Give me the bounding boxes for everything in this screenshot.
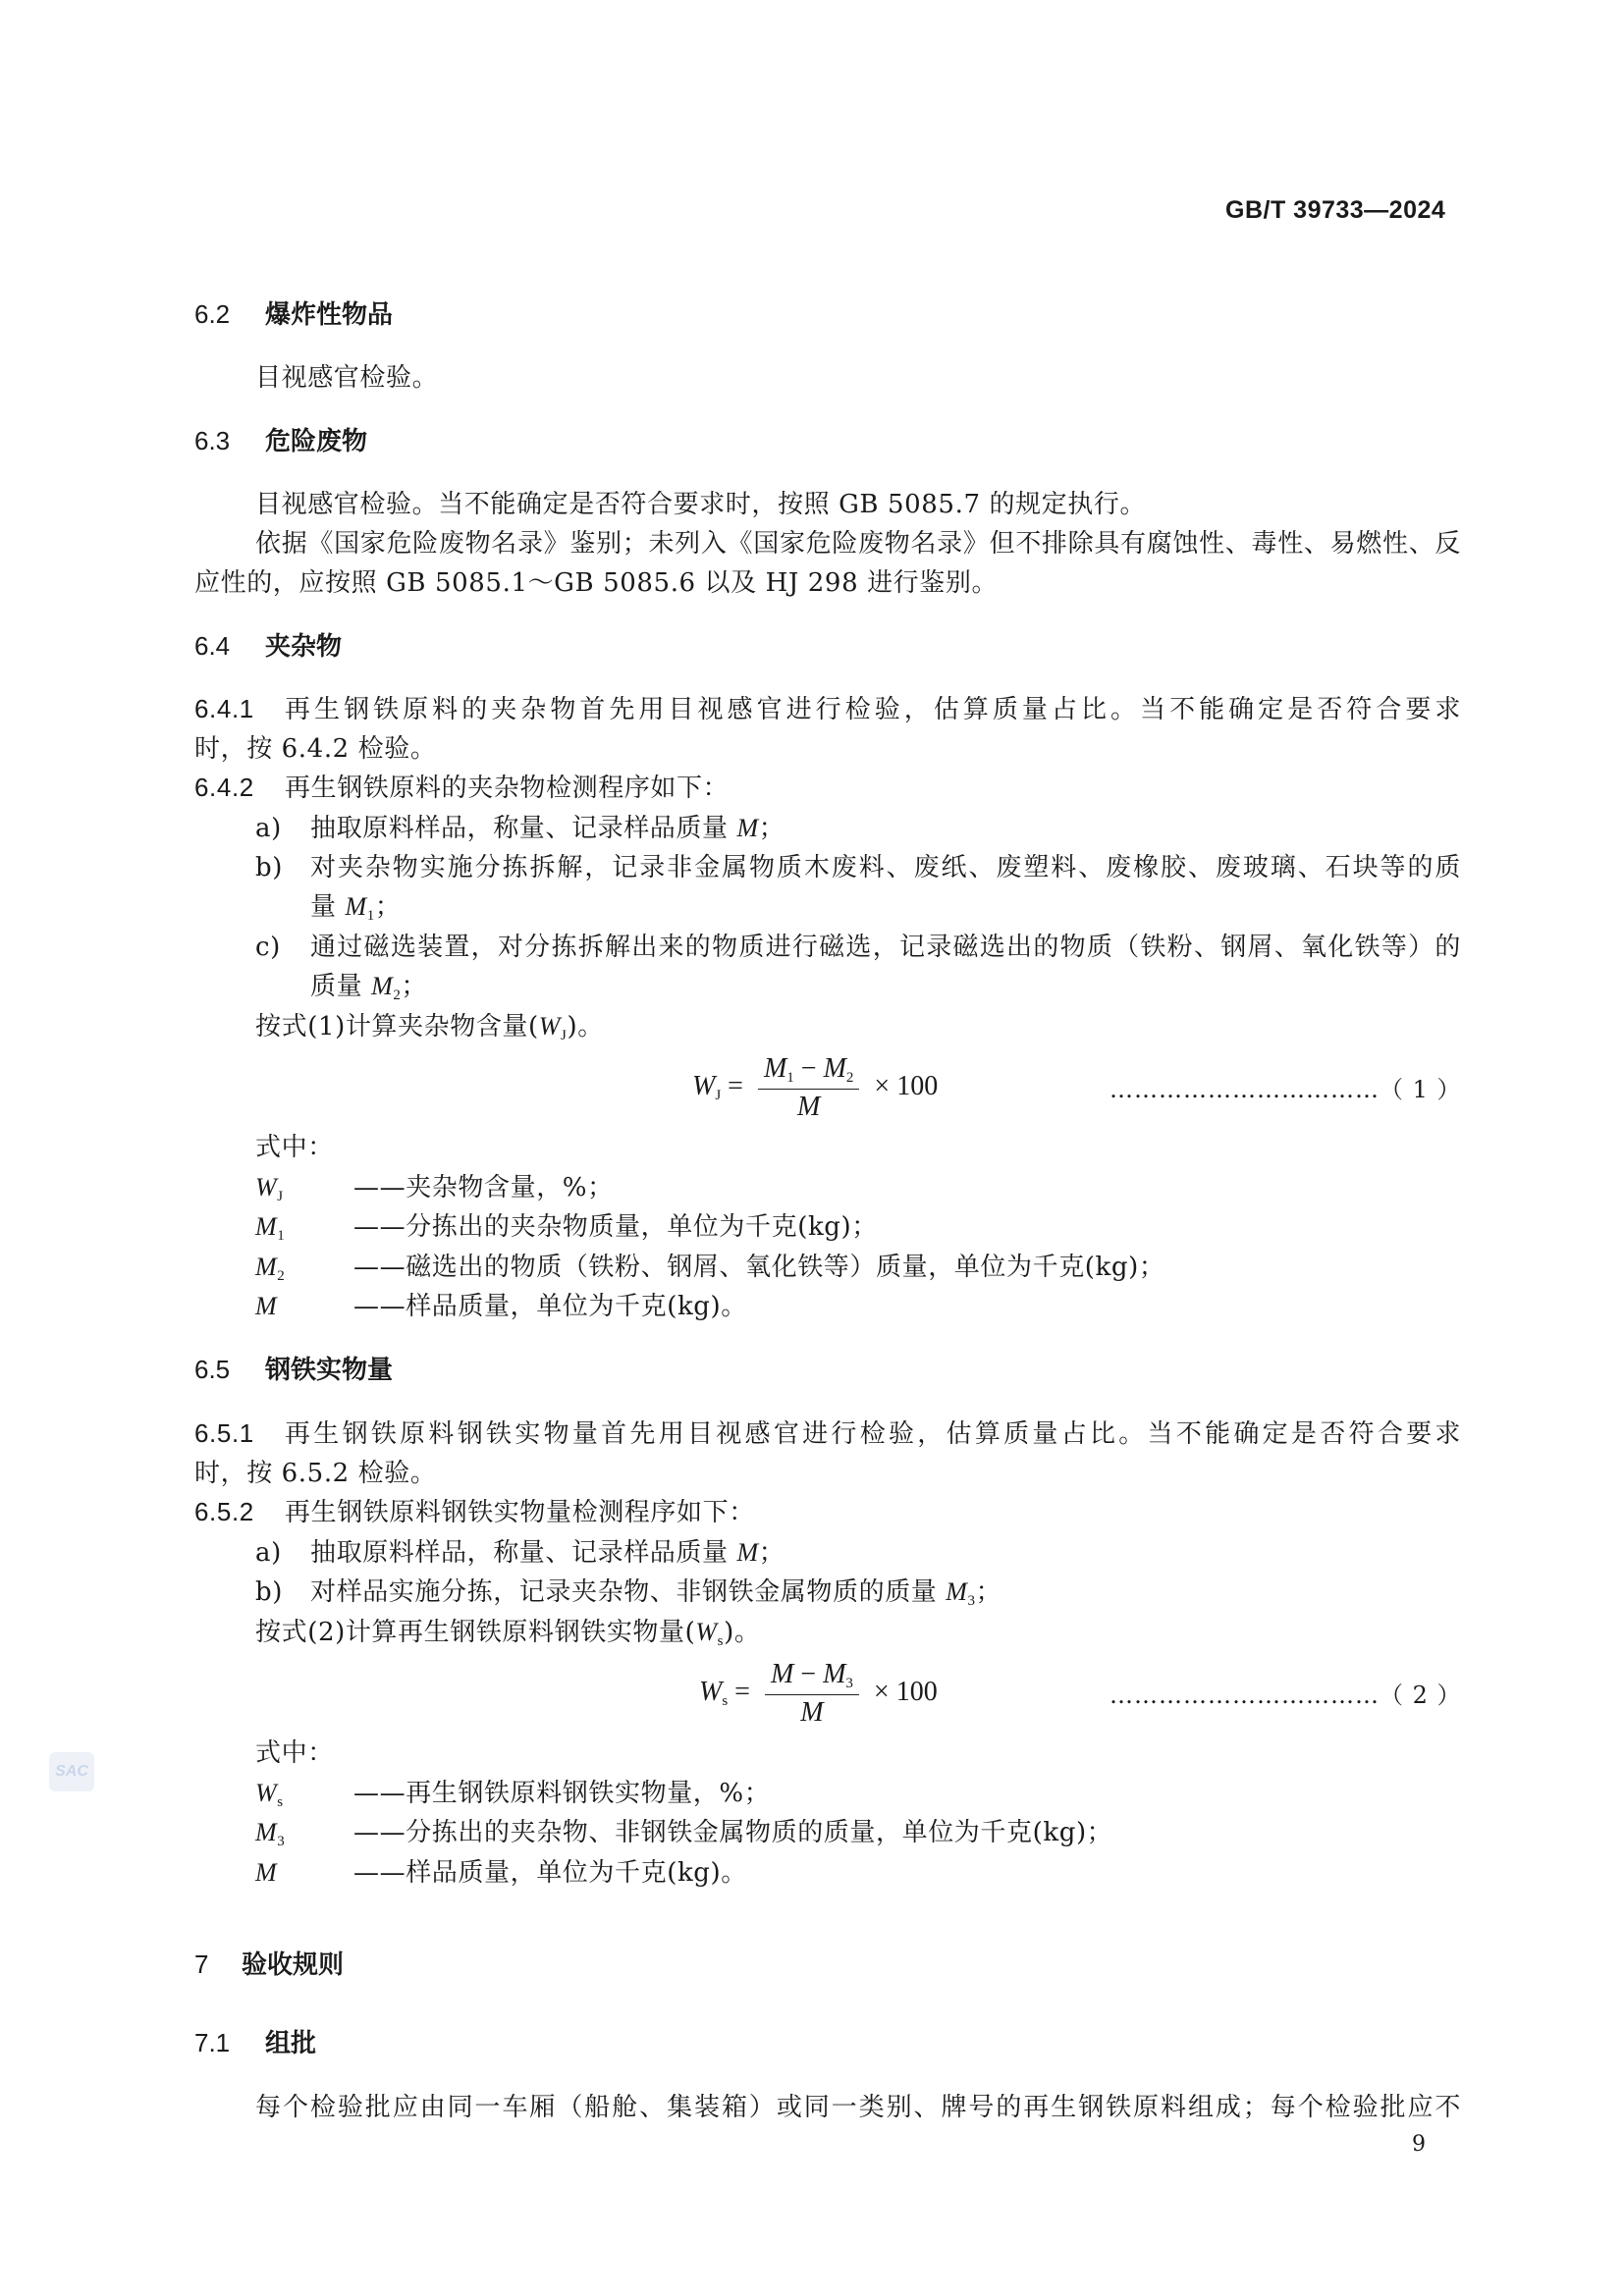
list-continuation — [310, 966, 427, 1004]
list-item-b — [255, 847, 1461, 883]
formula-2 — [699, 1659, 938, 1729]
fraction — [765, 1659, 859, 1729]
page-number: 9 — [1412, 2132, 1426, 2157]
punct: ； — [401, 972, 428, 1001]
where-label: 式中： — [255, 1738, 334, 1768]
clause-number: 6.4.2 — [194, 773, 254, 802]
list-text: 通过磁选装置，对分拣拆解出来的物质进行磁选，记录磁选出的物质（铁粉、钢屑、氧化铁等）的 — [310, 933, 1461, 962]
list-marker: a) — [255, 1538, 282, 1568]
formula-1 — [692, 1053, 938, 1123]
formula-lhs: $W_J$ — [692, 1070, 722, 1103]
symbol-M2: $M_2$ — [371, 972, 402, 1003]
where-label: 式中： — [255, 1133, 334, 1162]
list-text: 质量 — [310, 972, 372, 1001]
paragraph: 目视感官检验。当不能确定是否符合要求时，按照 GB 5085.7 的规定执行。 — [255, 490, 1147, 519]
list-marker: c) — [255, 933, 281, 962]
clause-6-5-1 — [194, 1414, 1461, 1450]
definition-row: M ——样品质量，单位为千克(kg)。 — [255, 1858, 747, 1888]
section-7-1-heading — [194, 2023, 316, 2059]
equals-sign: = — [734, 1676, 750, 1707]
equals-sign: = — [728, 1070, 743, 1101]
standard-number: GB/T 39733—2024 — [1225, 196, 1446, 224]
section-number: 6.4 — [194, 631, 231, 661]
clause-6-5-2 — [194, 1492, 755, 1528]
multiplier: × 100 — [874, 1070, 939, 1101]
punct: ； — [374, 892, 402, 922]
list-marker: b) — [255, 1577, 283, 1607]
fraction — [758, 1053, 859, 1123]
list-item-c — [255, 927, 1461, 963]
list-item-b: b) 对样品实施分拣，记录夹杂物、非钢铁金属物质的质量 $M_3$； — [255, 1577, 1002, 1609]
clause-text: 再生钢铁原料的夹杂物首先用目视感官进行检验，估算质量占比。当不能确定是否符合要求 — [285, 695, 1461, 724]
list-continuation — [310, 886, 401, 925]
clause-continuation: 时，按 6.4.2 检验。 — [194, 734, 437, 764]
clause-number: 6.5.1 — [194, 1418, 254, 1448]
symbol-M: M — [736, 814, 759, 842]
definition-row: $W_s$ ——再生钢铁原料钢铁实物量，%； — [255, 1779, 771, 1810]
list-marker: a) — [255, 814, 282, 843]
calc-instruction: 按式(1)计算夹杂物含量$(W_J)$。 — [255, 1012, 604, 1043]
symbol-WJ: $W_J$ — [538, 1012, 568, 1043]
definition-row: $M_1$ ——分拣出的夹杂物质量，单位为千克(kg)； — [255, 1212, 878, 1244]
clause-6-4-1 — [194, 689, 1461, 725]
section-6-2-heading — [194, 294, 393, 331]
section-6-5-heading — [194, 1350, 393, 1386]
paragraph: 每个检验批应由同一车厢（船舱、集装箱）或同一类别、牌号的再生钢铁原料组成；每个检验批应不 — [255, 2093, 1461, 2122]
definition-row: $M_3$ ——分拣出的夹杂物、非钢铁金属物质的质量，单位为千克(kg)； — [255, 1818, 1113, 1849]
numerator: $M_1 - M_2$ — [758, 1053, 859, 1090]
equation-number: ……………………………（ 2 ） — [1110, 1682, 1462, 1709]
list-item-a: a) 抽取原料样品，称量、记录样品质量 M； — [255, 1538, 785, 1568]
definition-row: M ——样品质量，单位为千克(kg)。 — [255, 1292, 747, 1321]
formula-lhs: $W_s$ — [699, 1676, 729, 1709]
symbol-M3: $M_3$ — [946, 1577, 976, 1609]
section-title: 验收规则 — [242, 1950, 345, 1980]
equation-number: ……………………………（ 1 ） — [1110, 1076, 1462, 1103]
paragraph: 目视感官检验。 — [255, 363, 439, 393]
denominator: M — [800, 1697, 824, 1728]
clause-number: 6.5.2 — [194, 1497, 254, 1526]
denominator: M — [797, 1092, 821, 1122]
clause-number: 6.4.1 — [194, 694, 254, 723]
section-number: 6.3 — [194, 426, 231, 455]
section-number: 7.1 — [194, 2028, 231, 2057]
section-title: 夹杂物 — [265, 632, 343, 662]
clause-continuation: 时，按 6.5.2 检验。 — [194, 1459, 437, 1488]
paragraph-continuation: 应性的，应按照 GB 5085.1～GB 5085.6 以及 HJ 298 进行鉴别。 — [194, 568, 999, 598]
section-title: 危险废物 — [265, 427, 368, 456]
section-title: 爆炸性物品 — [265, 300, 394, 330]
list-marker: b) — [255, 853, 283, 882]
section-7-heading — [194, 1945, 344, 1981]
section-number: 6.5 — [194, 1355, 231, 1384]
section-title: 钢铁实物量 — [265, 1356, 394, 1385]
numerator: $M - M_3$ — [765, 1659, 859, 1695]
clause-text: 再生钢铁原料钢铁实物量首先用目视感官进行检验，估算质量占比。当不能确定是否符合要求 — [285, 1419, 1461, 1449]
list-item-a — [255, 808, 785, 844]
list-text: 对夹杂物实施分拣拆解，记录非金属物质木废料、废纸、废塑料、废橡胶、废玻璃、石块等的质 — [310, 853, 1461, 882]
definition-row: $M_2$ ——磁选出的物质（铁粉、钢屑、氧化铁等）质量，单位为千克(kg)； — [255, 1253, 1165, 1284]
list-text: 量 — [310, 892, 346, 922]
punct: ； — [758, 814, 785, 843]
clause-text: 再生钢铁原料钢铁实物量检测程序如下： — [285, 1498, 755, 1527]
section-title: 组批 — [265, 2029, 317, 2058]
section-number: 6.2 — [194, 299, 231, 329]
list-text: 抽取原料样品，称量、记录样品质量 — [310, 814, 737, 843]
clause-6-4-2 — [194, 768, 729, 804]
section-number: 7 — [194, 1949, 209, 1979]
sac-watermark-logo: SAC — [49, 1752, 94, 1791]
definition-row: $W_J$ ——夹杂物含量，%； — [255, 1173, 614, 1204]
multiplier: × 100 — [873, 1676, 938, 1707]
calc-instruction: 按式(2)计算再生钢铁原料钢铁实物量$(W_s)$。 — [255, 1618, 761, 1649]
section-6-3-heading — [194, 421, 367, 457]
paragraph: 依据《国家危险废物名录》鉴别；未列入《国家危险废物名录》但不排除具有腐蚀性、毒性、易燃性、反 — [255, 529, 1461, 559]
symbol-M1: $M_1$ — [345, 892, 375, 924]
clause-text: 再生钢铁原料的夹杂物检测程序如下： — [285, 774, 730, 803]
section-6-4-heading — [194, 626, 342, 663]
